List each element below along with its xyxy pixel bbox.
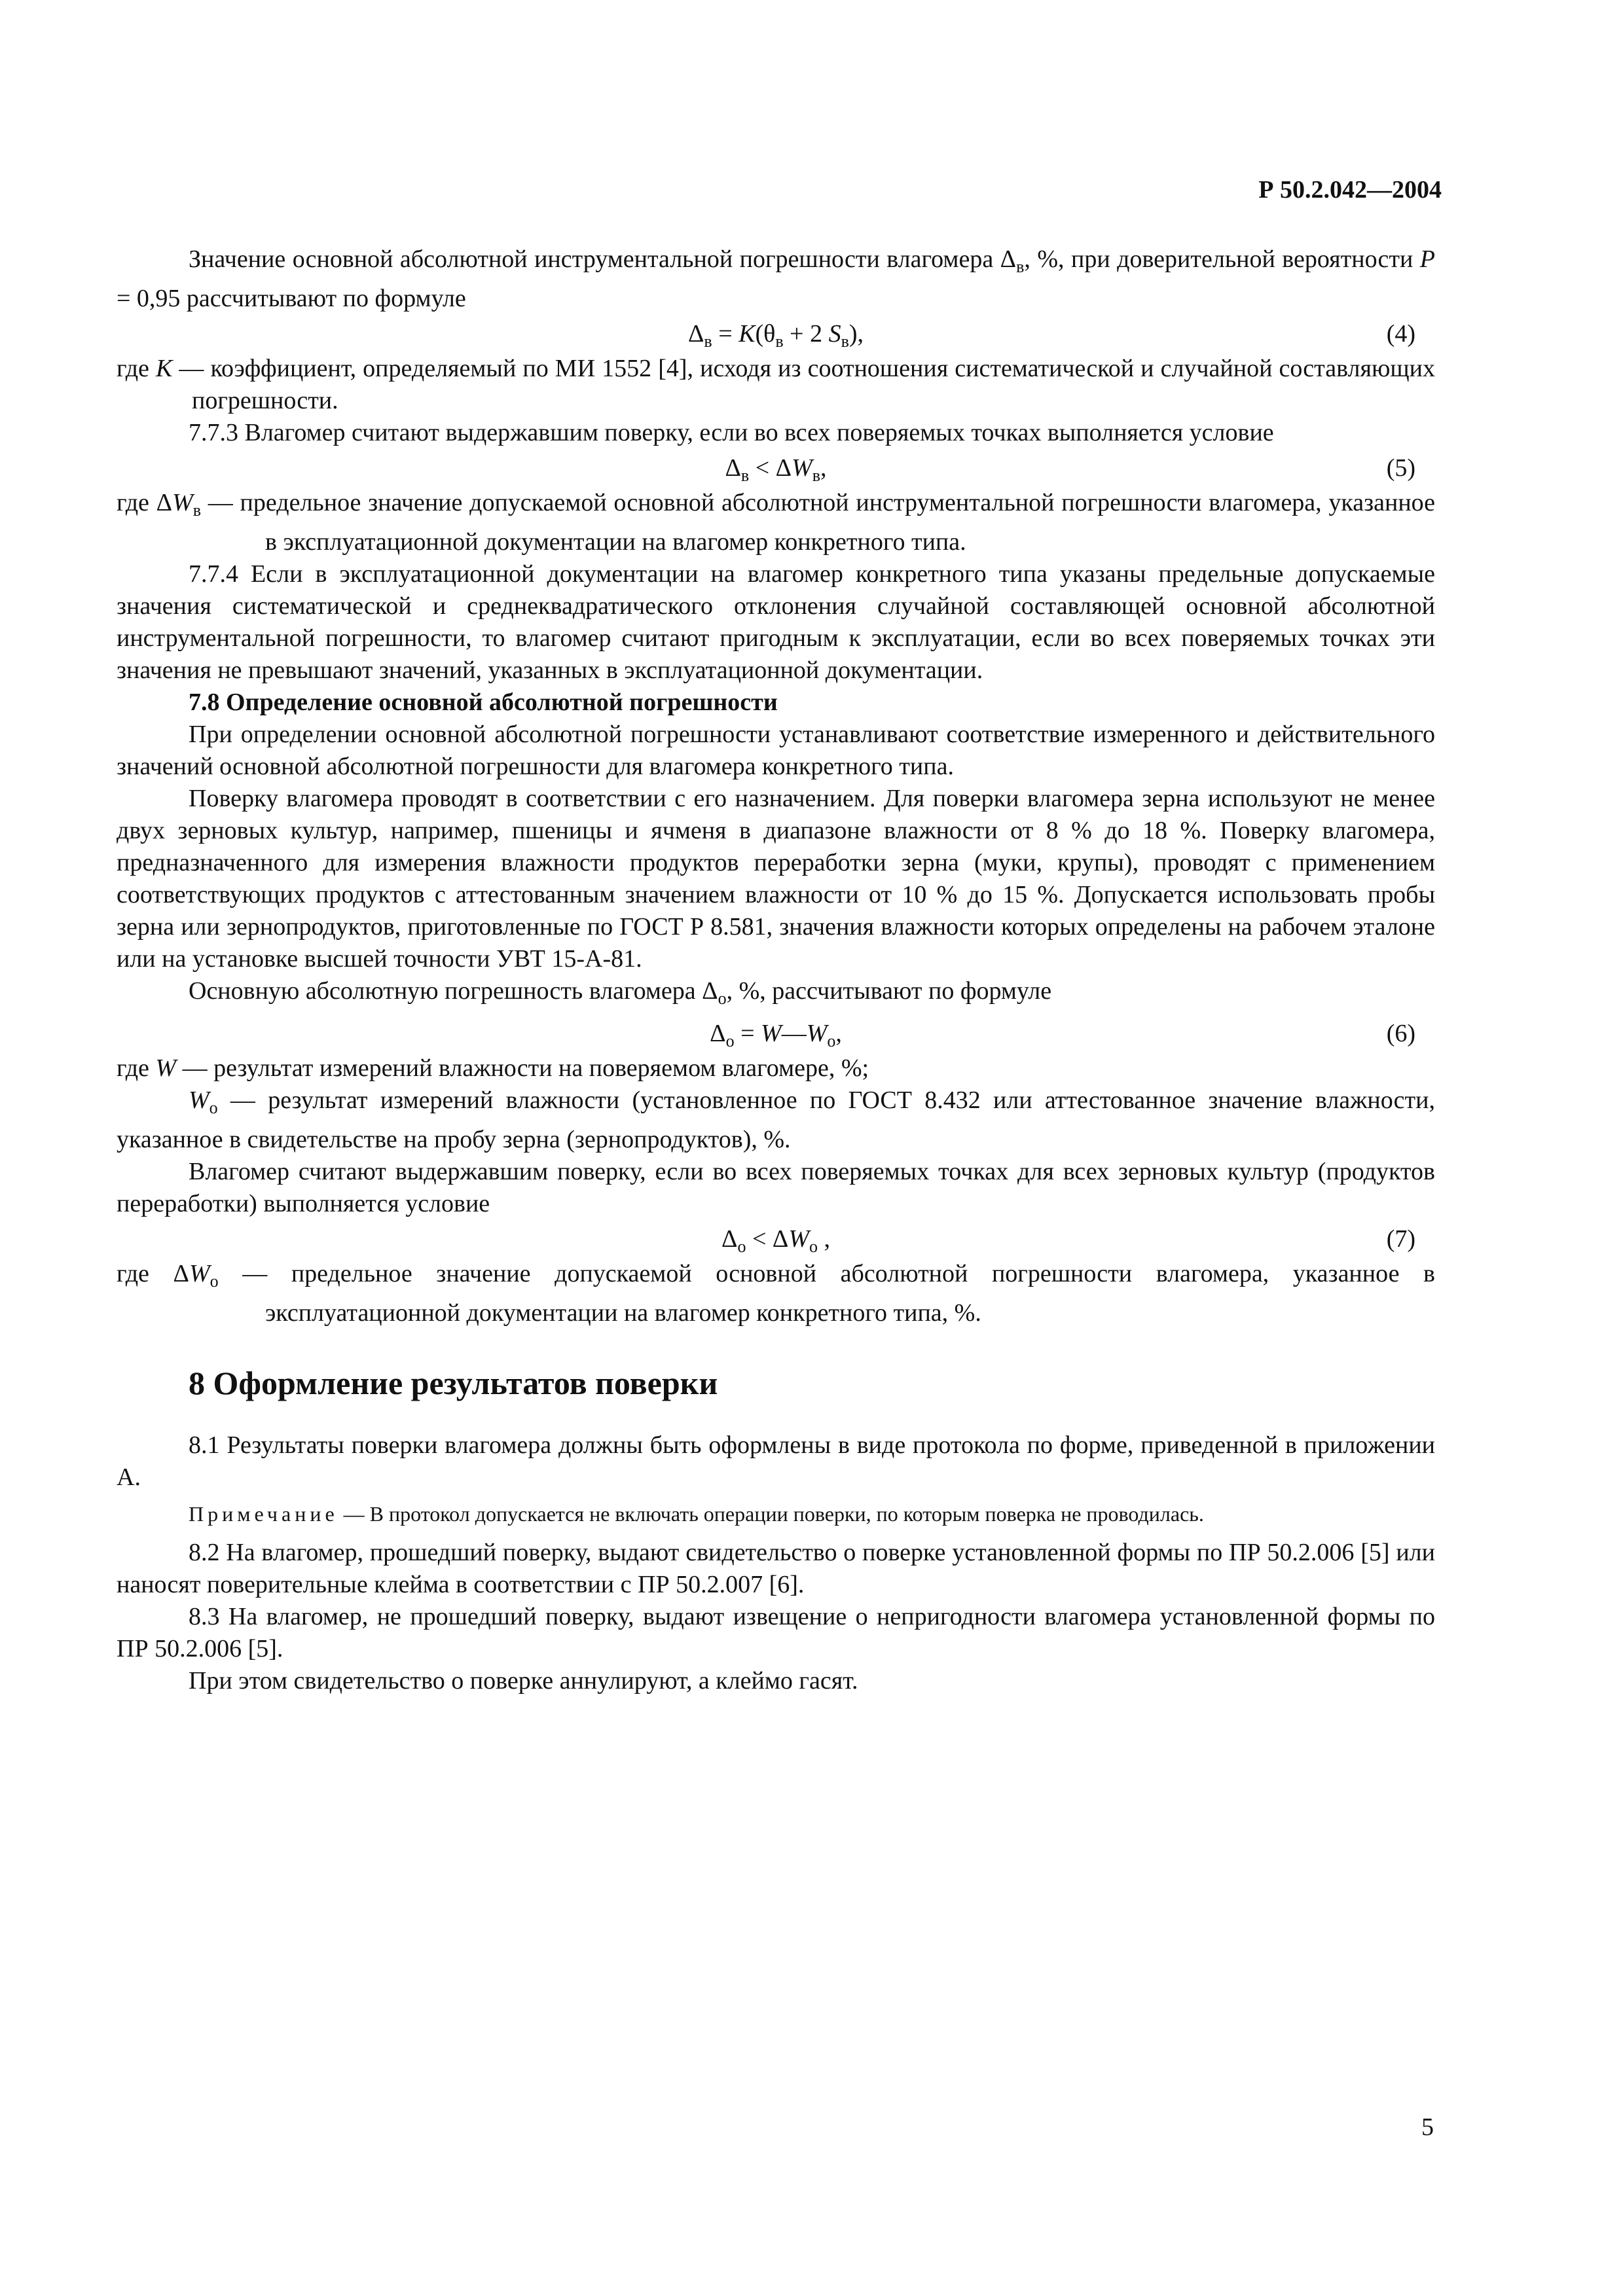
formula-expression: $\Delta_о$ = $W—W_о$,	[710, 1020, 842, 1050]
document-body	[117, 243, 1435, 1697]
paragraph-intro	[117, 243, 1435, 315]
section-heading-8: 8 Оформление результатов поверки	[189, 1365, 718, 1401]
note-label: Примечание	[189, 1502, 338, 1526]
formula-number: (5)	[1386, 454, 1415, 482]
paragraph-7-7-4: 7.7.4 Если в эксплуатационной документации на влагомер конкретного типа указаны предельные допускаемые значения систематической и среднеквадратического отклонения случайной составляющей основной абсолютной инструментальной погрешности, то влагомер считают пригодным к эксплуатации, если во всех поверяемых точках эти значения не превышают значений, указанных в эксплуатационной документации.	[117, 560, 1435, 684]
where-delta-w: где $\Delta W_в$ — предельное значение допускаемой основной абсолютной инструментальной погрешности влагомера, указанное в эксплуатационной документации на влагомер конкретного типа.	[117, 489, 1435, 556]
formula-6	[117, 1014, 1435, 1052]
where-k: где K — коэффициент, определяемый по МИ 1552 [4], исходя из соотношения систематической и случайной составляющих погрешности.	[117, 355, 1435, 414]
variable: P	[1419, 245, 1436, 273]
paragraph-7-7-3: 7.7.3 Влагомер считают выдержавшим поверку, если во всех поверяемых точках выполняется условие	[189, 419, 1274, 446]
formula-expression: $\Delta_в < \Delta W_в$,	[725, 454, 827, 485]
paragraph-7-8-b: Поверку влагомера проводят в соответствии с его назначением. Для поверки влагомера зерна используют не менее двух зерновых культур, например, пшеницы и ячменя в диапазоне влажности от 8 % до 18 %. Поверку влагомера, предназначенного для измерения влажности продуктов переработки зерна (муки, крупы), проводят с применением соответствующих продуктов с аттестованным значением влажности от 10 % до 15 %. Допускается использовать пробы зерна или зернопродуктов, приготовленные по ГОСТ Р 8.581, значения влажности которых определены на рабочем эталоне или на установке высшей точности УВТ 15-А-81.	[117, 785, 1435, 973]
formula-number: (4)	[1386, 320, 1415, 348]
subsection-title-7-8: 7.8 Определение основной абсолютной погрешности	[189, 689, 778, 716]
text: = 0,95 рассчитывают по формуле	[117, 285, 466, 312]
formula-number: (7)	[1386, 1225, 1415, 1253]
formula-7	[117, 1220, 1435, 1258]
where-w0: $W_о$ — результат измерений влажности (установленное по ГОСТ 8.432 или аттестованное значение влажности, указанное в свидетельстве на пробу зерна (зернопродуктов), %.	[117, 1086, 1435, 1153]
note-text: — В протокол допускается не включать операции поверки, по которым поверка не проводилась.	[338, 1502, 1204, 1526]
where-w: где W — результат измерений влажности на поверяемом влагомере, %;	[117, 1054, 869, 1082]
formula-expression: $\Delta_о < \Delta W_о$ ,	[721, 1225, 830, 1256]
paragraph-8-1: 8.1 Результаты поверки влагомера должны быть оформлены в виде протокола по форме, приведенной в приложении А.	[117, 1431, 1435, 1491]
paragraph-7-8-d: Влагомер считают выдержавшим поверку, если во всех поверяемых точках для всех зерновых культур (продуктов переработки) выполняется условие	[117, 1158, 1435, 1217]
formula-5	[117, 449, 1435, 487]
text: , %, при доверительной вероятности	[1024, 245, 1420, 273]
paragraph-7-8-a: При определении основной абсолютной погрешности устанавливают соответствие измеренного и действительного значений основной абсолютной погрешности для влагомера конкретного типа.	[117, 721, 1435, 780]
where-delta-w0: где $\Delta W_о$ — предельное значение допускаемой основной абсолютной погрешности влагомера, указанное в эксплуатационной документации на влагомер конкретного типа, %.	[117, 1260, 1435, 1327]
subscript: в	[1016, 257, 1025, 276]
paragraph-7-8-c: Основную абсолютную погрешность влагомера $\Delta_о$, %, рассчитывают по формуле	[189, 977, 1052, 1008]
note	[117, 1500, 1435, 1528]
formula-expression: $\Delta_в = K(\theta_в + 2$ $S_в$),	[687, 320, 864, 351]
paragraph-8-2: 8.2 На влагомер, прошедший поверку, выдают свидетельство о поверке установленной формы по ПР 50.2.006 [5] или наносят поверительные клейма в соответствии с ПР 50.2.007 [6].	[117, 1539, 1435, 1598]
paragraph-8-3: 8.3 На влагомер, не прошедший поверку, выдают извещение о непригодности влагомера установленной формы по ПР 50.2.006 [5].	[117, 1603, 1435, 1662]
formula-number: (6)	[1386, 1020, 1415, 1047]
paragraph-8-4: При этом свидетельство о поверке аннулируют, а клеймо гасят.	[189, 1667, 858, 1695]
text: Значение основной абсолютной инструментальной погрешности влагомера Δ	[189, 245, 1017, 273]
page-number: 5	[1421, 2113, 1434, 2141]
formula-4	[117, 315, 1435, 353]
document-number: Р 50.2.042—2004	[1258, 176, 1442, 204]
